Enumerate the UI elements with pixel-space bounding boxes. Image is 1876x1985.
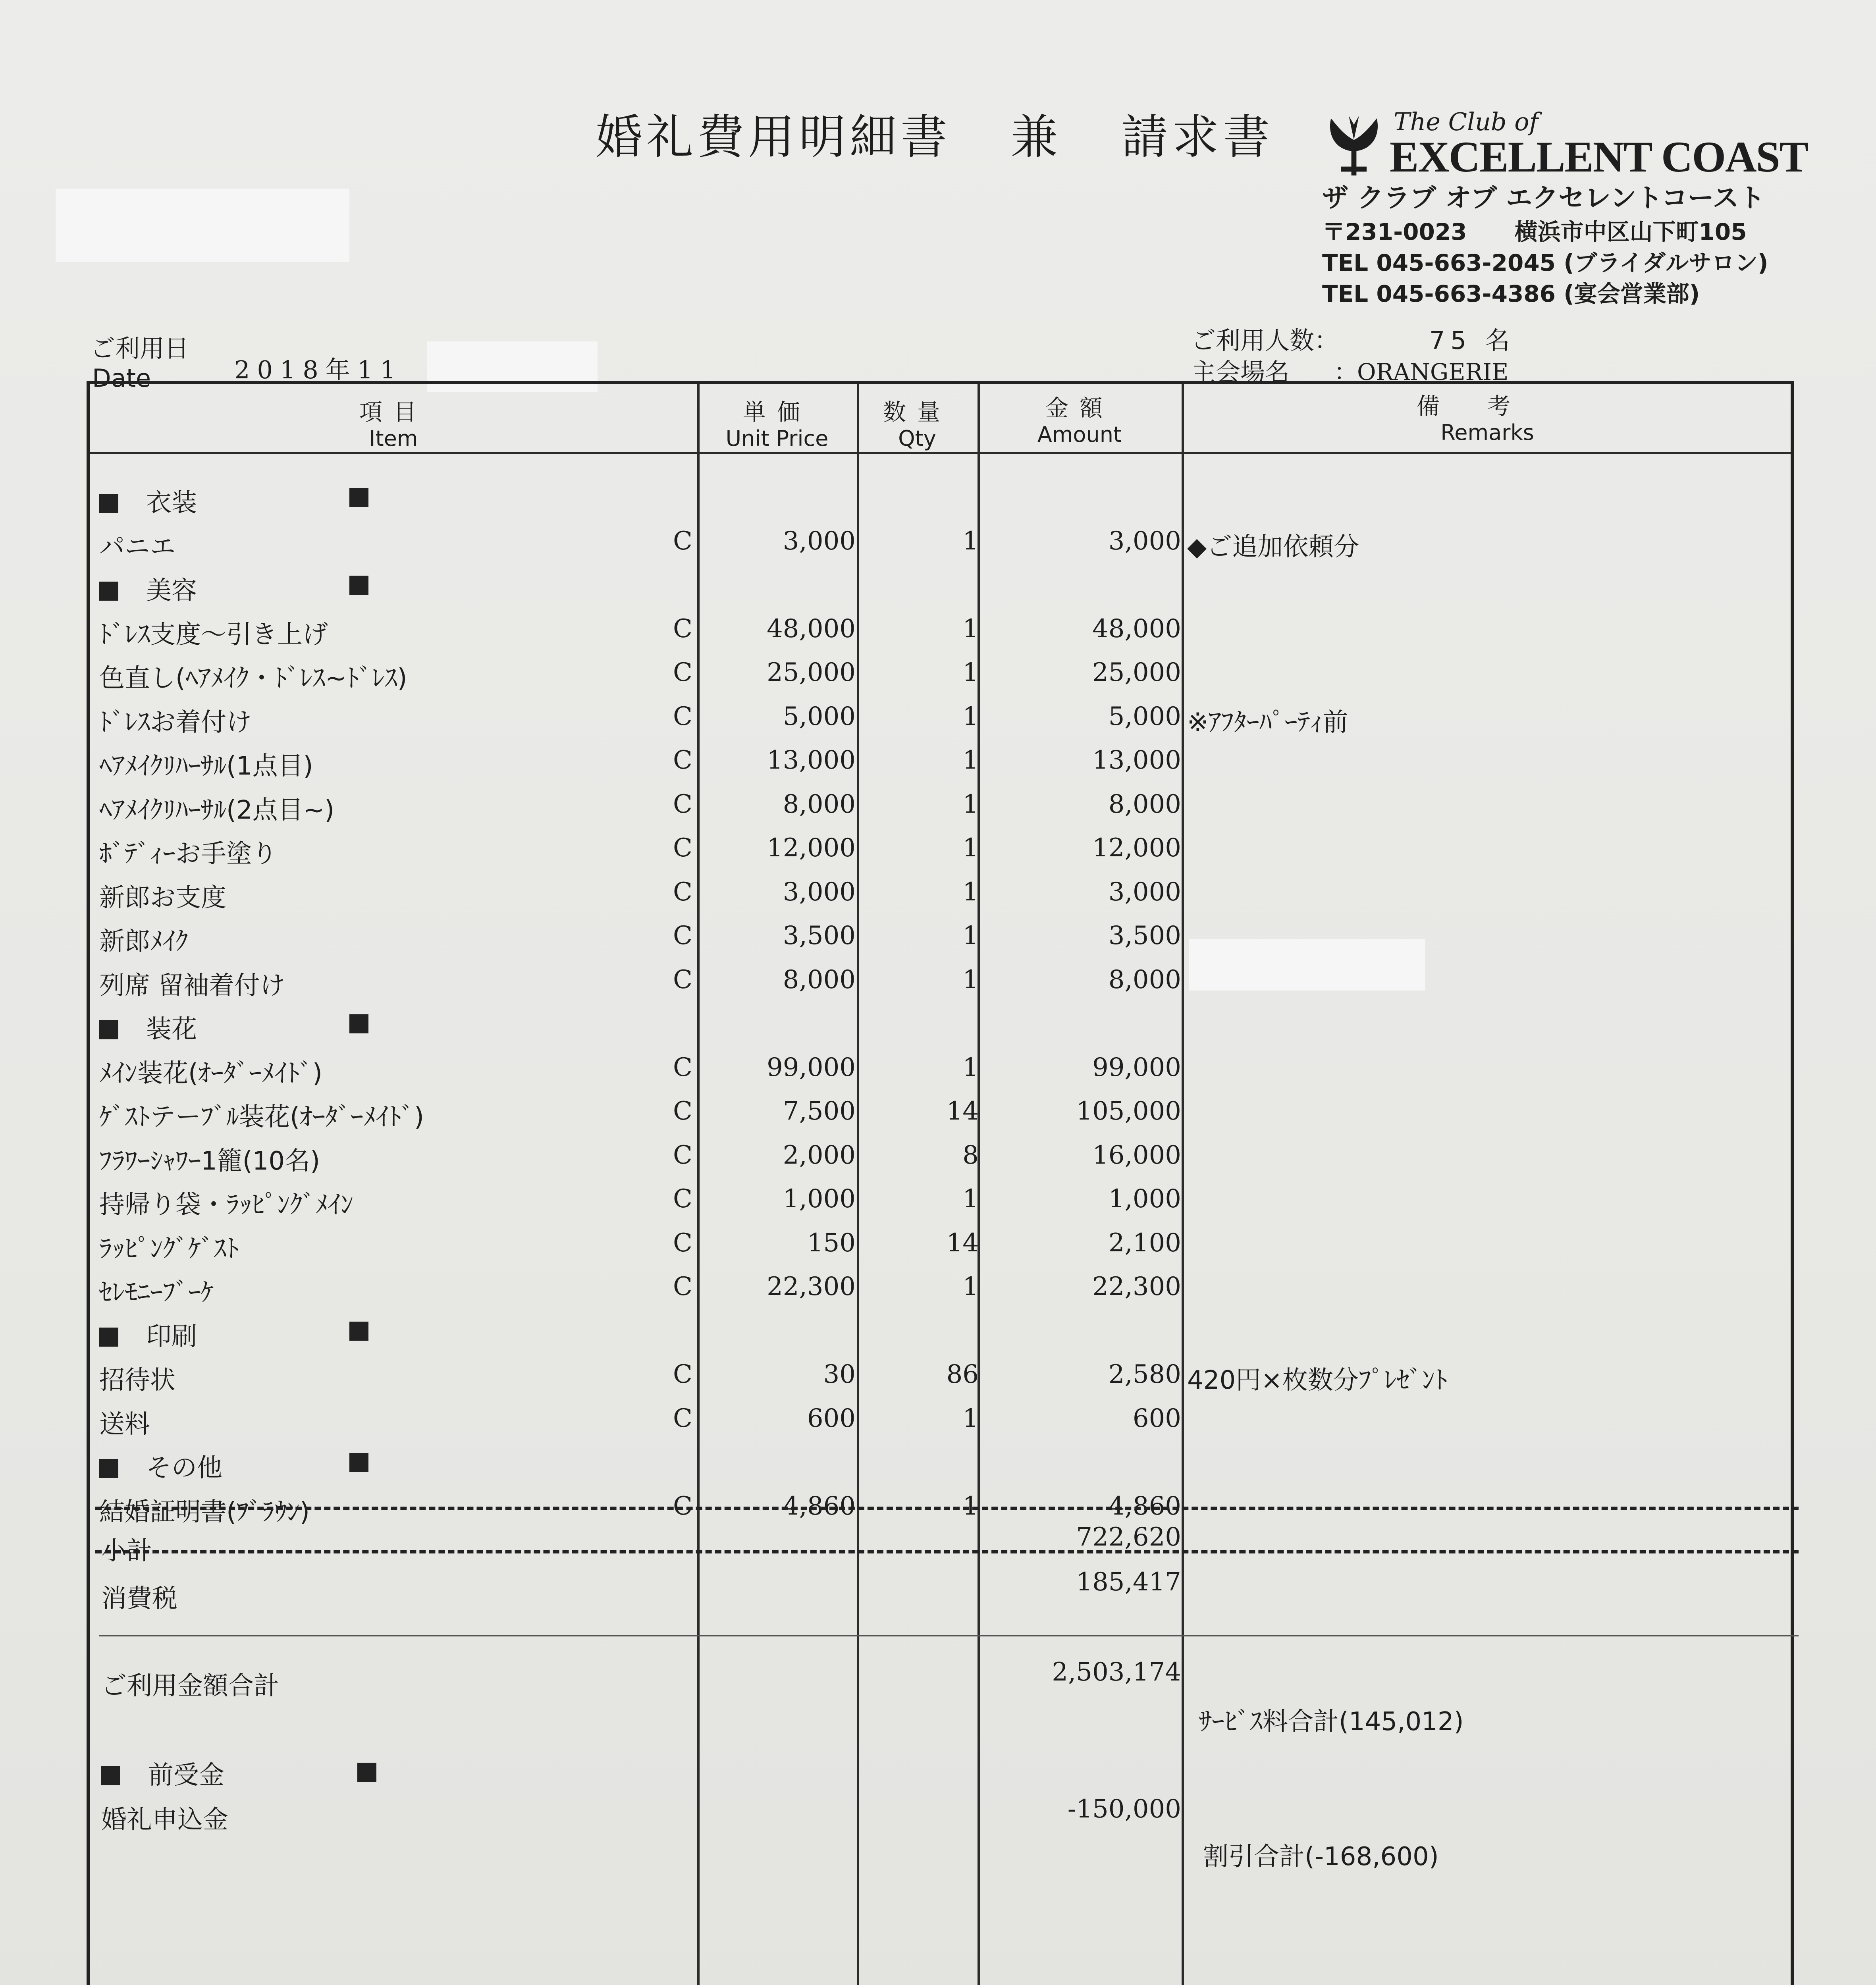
table-row	[0, 698, 1876, 742]
section-marker	[349, 1453, 368, 1472]
item-name: ﾌﾗﾜｰｼｬﾜｰ1籠(10名)	[99, 1146, 320, 1176]
amount: 99,000	[1092, 1052, 1181, 1082]
unit-price: 1,000	[783, 1184, 856, 1214]
quantity: 1	[962, 921, 979, 950]
item-code: C	[673, 1184, 692, 1214]
item-name: パニエ	[99, 532, 175, 562]
subtotal-value: 722,620	[1076, 1522, 1181, 1552]
section-header	[0, 1005, 1876, 1048]
table-row	[0, 1224, 1876, 1268]
item-name: ﾄﾞﾚｽお着付け	[99, 707, 252, 737]
quantity: 1	[962, 833, 979, 863]
advance-section: 前受金	[101, 1755, 224, 1791]
section-title: 衣装	[99, 482, 197, 519]
amount: 600	[1132, 1403, 1181, 1433]
item-code: C	[673, 746, 692, 775]
unit-price: 3,000	[783, 526, 856, 556]
service-fee-note: ｻｰﾋﾞｽ料合計(145,012)	[1199, 1707, 1464, 1736]
header-item: 項目 Item	[359, 399, 428, 451]
amount: 3,500	[1108, 921, 1181, 950]
amount: 105,000	[1076, 1097, 1181, 1126]
unit-price: 22,300	[767, 1272, 856, 1301]
section-marker	[349, 488, 368, 507]
header-divider	[90, 452, 1791, 454]
tax-value: 185,417	[1076, 1567, 1181, 1597]
item-code: C	[673, 965, 692, 994]
amount: 22,300	[1092, 1272, 1181, 1301]
unit-price: 8,000	[783, 789, 856, 819]
unit-price: 600	[807, 1403, 856, 1433]
unit-price: 12,000	[767, 833, 856, 863]
quantity: 1	[962, 789, 979, 819]
quantity: 1	[962, 1403, 979, 1433]
total-divider	[99, 1635, 1799, 1636]
table-row	[0, 917, 1876, 961]
section-header	[0, 478, 1876, 522]
item-code: C	[673, 833, 692, 863]
venue-address: 〒231-0023 横浜市中区山下町105 TEL 045-663-2045 (ブライダルサロン) TEL 045-663-4386 (宴会営業部)	[1322, 218, 1768, 307]
quantity: 1	[962, 701, 979, 731]
item-name: ｾﾚﾓﾆｰﾌﾞｰｹ	[99, 1278, 214, 1307]
unit-price: 5,000	[783, 701, 856, 731]
quantity: 14	[946, 1228, 979, 1258]
discount-note: 割引合計(-168,600)	[1203, 1842, 1439, 1871]
unit-price: 3,000	[783, 877, 856, 907]
quantity: 1	[962, 1184, 979, 1214]
item-code: C	[673, 658, 692, 687]
item-name: ﾄﾞﾚｽ支度～引き上げ	[99, 620, 328, 649]
venue-name: EXCELLENT COAST	[1390, 133, 1808, 181]
amount: 4,860	[1108, 1491, 1181, 1521]
unit-price: 7,500	[783, 1097, 856, 1126]
quantity: 1	[962, 1052, 979, 1082]
item-name: 結婚証明書(ﾌﾞﾗｳﾝ)	[99, 1497, 310, 1527]
item-name: 列席 留袖着付け	[99, 971, 285, 1000]
section-marker	[357, 1763, 376, 1782]
item-code: C	[673, 1360, 692, 1389]
subtotal-row	[101, 1530, 152, 1567]
quantity: 1	[962, 965, 979, 994]
amount: 2,100	[1108, 1228, 1181, 1258]
item-code: C	[673, 526, 692, 556]
tax-dashed-line	[95, 1550, 1799, 1553]
unit-price: 13,000	[767, 746, 856, 775]
section-header	[0, 1443, 1876, 1487]
section-title: 装花	[99, 1009, 197, 1045]
quantity: 1	[962, 746, 979, 775]
section-title: その他	[99, 1447, 222, 1484]
item-name: 招待状	[99, 1366, 175, 1395]
tax-label: 消費税	[101, 1584, 177, 1613]
item-name: ﾍｱﾒｲｸﾘﾊｰｻﾙ(1点目)	[99, 752, 313, 781]
item-code: C	[673, 877, 692, 907]
unit-price: 150	[807, 1228, 856, 1258]
table-row	[0, 610, 1876, 654]
item-name: ｹﾞｽﾄテーﾌﾞﾙ装花(ｵｰﾀﾞｰﾒｲﾄﾞ)	[99, 1102, 424, 1132]
venue-club-of: The Club of	[1394, 107, 1539, 136]
table-row	[0, 522, 1876, 566]
quantity: 1	[962, 1491, 979, 1521]
quantity: 86	[946, 1360, 979, 1389]
redacted-block	[56, 189, 349, 262]
deposit-value: -150,000	[1067, 1794, 1181, 1824]
table-row	[0, 1137, 1876, 1180]
hall-value: ：ORANGERIE	[1334, 358, 1509, 385]
item-name: 送料	[99, 1409, 150, 1439]
item-name: ﾒｲﾝ装花(ｵｰﾀﾞｰﾒｲﾄﾞ)	[99, 1058, 322, 1088]
item-code: C	[673, 789, 692, 819]
deposit-label: 婚礼申込金	[101, 1805, 228, 1835]
item-name: 新郎お支度	[99, 883, 226, 913]
table-row	[0, 654, 1876, 698]
item-code: C	[673, 1097, 692, 1126]
remark: ◆ご追加依頼分	[1187, 532, 1359, 562]
table-row	[0, 1356, 1876, 1399]
amount: 12,000	[1092, 833, 1181, 863]
date-value: 2018年11	[234, 355, 403, 384]
item-code: C	[673, 1491, 692, 1521]
table-row	[0, 1268, 1876, 1312]
item-code: C	[673, 1403, 692, 1433]
unit-price: 8,000	[783, 965, 856, 994]
usage-total-value: 2,503,174	[1052, 1657, 1181, 1687]
section-header	[0, 566, 1876, 610]
guests-value: 75 名	[1429, 326, 1515, 355]
unit-price: 2,000	[783, 1140, 856, 1170]
quantity: 1	[962, 877, 979, 907]
quantity: 1	[962, 1272, 979, 1301]
amount: 25,000	[1092, 658, 1181, 687]
table-row	[0, 786, 1876, 829]
item-name: ﾍｱﾒｲｸﾘﾊｰｻﾙ(2点目~)	[99, 795, 335, 825]
amount: 8,000	[1108, 965, 1181, 994]
unit-price: 30	[823, 1360, 856, 1389]
redacted-remark	[1189, 939, 1425, 991]
amount: 16,000	[1092, 1140, 1181, 1170]
amount: 5,000	[1108, 701, 1181, 731]
subtotal-dashed-line	[95, 1507, 1799, 1510]
table-row	[0, 961, 1876, 1005]
item-code: C	[673, 614, 692, 644]
date-label-jp: ご利用日	[91, 334, 189, 363]
table-row	[0, 1400, 1876, 1443]
usage-total-label: ご利用金額合計	[101, 1671, 279, 1701]
amount: 1,000	[1108, 1184, 1181, 1214]
amount: 3,000	[1108, 877, 1181, 907]
table-row	[0, 873, 1876, 917]
item-code: C	[673, 1140, 692, 1170]
table-row	[0, 742, 1876, 785]
item-name: 持帰り袋・ﾗｯﾋﾟﾝｸﾞﾒｲﾝ	[99, 1190, 353, 1220]
amount: 3,000	[1108, 526, 1181, 556]
item-name: ﾎﾞﾃﾞｨｰお手塗り	[99, 839, 277, 869]
date-label-en: Date	[92, 364, 151, 393]
table-row	[0, 1093, 1876, 1136]
header-amount: 金額 Amount	[1037, 395, 1122, 447]
item-code: C	[673, 1228, 692, 1258]
section-marker	[349, 1014, 368, 1033]
quantity: 1	[962, 658, 979, 687]
document-title: 婚礼費用明細書 兼 請求書	[596, 110, 1274, 164]
remark: ※ｱﾌﾀｰﾊﾟｰﾃｨ前	[1187, 707, 1348, 737]
unit-price: 25,000	[767, 658, 856, 687]
section-title: 美容	[99, 570, 197, 607]
item-code: C	[673, 701, 692, 731]
section-title: 印刷	[99, 1316, 197, 1353]
guests-label: ご利用人数：	[1191, 326, 1339, 355]
table-row	[0, 829, 1876, 873]
section-header	[0, 1312, 1876, 1356]
unit-price: 4,860	[783, 1491, 856, 1521]
hall-label: 主会場名	[1191, 358, 1290, 387]
item-name: 新郎ﾒｲｸ	[99, 927, 188, 956]
quantity: 1	[962, 614, 979, 644]
remark: 420円×枚数分ﾌﾟﾚｾﾞﾝﾄ	[1187, 1366, 1448, 1395]
section-marker	[349, 576, 368, 595]
venue-logo-block	[1322, 107, 1808, 314]
item-name: 色直し(ﾍｱﾒｲｸ・ﾄﾞﾚｽ~ﾄﾞﾚｽ)	[99, 664, 407, 693]
item-code: C	[673, 921, 692, 950]
quantity: 8	[962, 1140, 979, 1170]
item-name: ﾗｯﾋﾟﾝｸﾞｹﾞｽﾄ	[99, 1234, 239, 1264]
quantity: 1	[962, 526, 979, 556]
unit-price: 99,000	[767, 1052, 856, 1082]
amount: 2,580	[1108, 1360, 1181, 1389]
header-remarks: 備考 Remarks	[1416, 393, 1558, 445]
header-qty: 数量 Qty	[883, 399, 951, 451]
unit-price: 48,000	[767, 614, 856, 644]
amount: 8,000	[1108, 789, 1181, 819]
section-marker	[349, 1322, 368, 1341]
item-code: C	[673, 1052, 692, 1082]
unit-price: 3,500	[783, 921, 856, 950]
quantity: 14	[946, 1097, 979, 1126]
amount: 48,000	[1092, 614, 1181, 644]
table-row	[0, 1049, 1876, 1093]
venue-name-kana: ザ クラブ オブ エクセレントコースト	[1322, 183, 1765, 213]
header-unit-price: 単価 Unit Price	[725, 399, 829, 451]
flower-logo-icon	[1322, 111, 1386, 183]
amount: 13,000	[1092, 746, 1181, 775]
table-row	[0, 1180, 1876, 1224]
subtotal-label: 小計	[101, 1536, 152, 1566]
item-code: C	[673, 1272, 692, 1301]
